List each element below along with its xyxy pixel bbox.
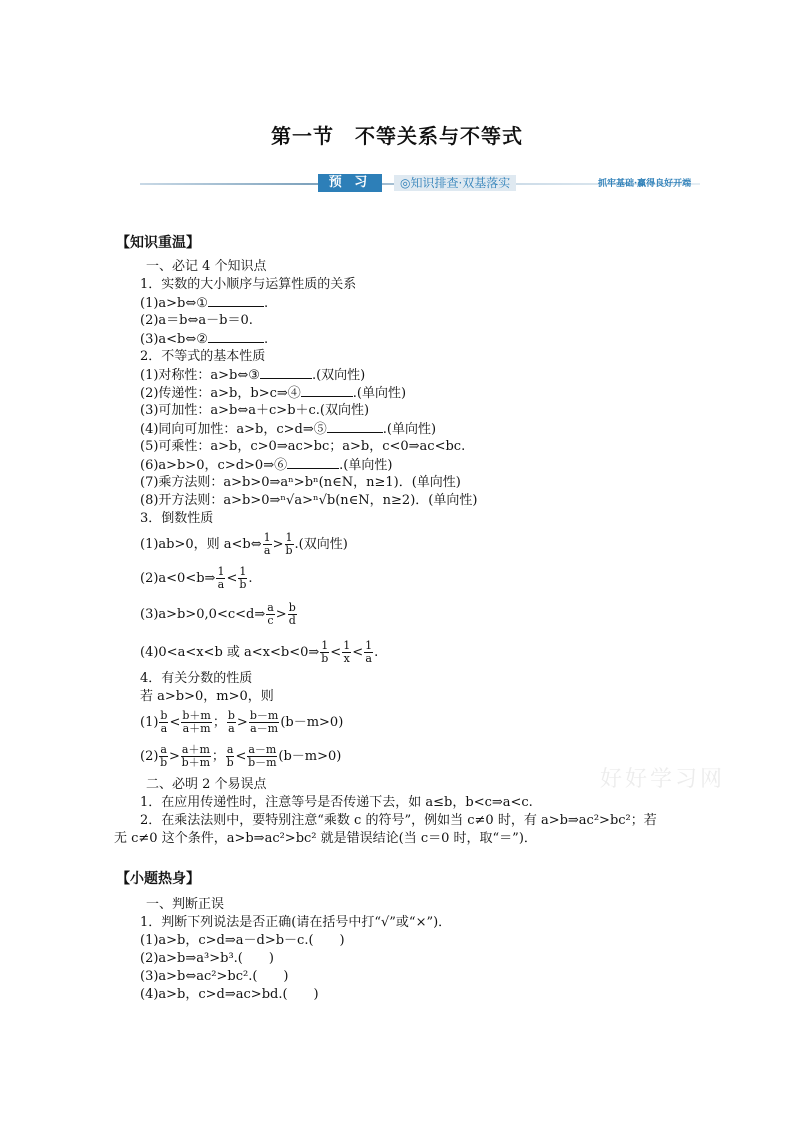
fill-blank	[287, 456, 339, 469]
fraction: $\frac{1}{a}$	[217, 565, 225, 591]
text-line: (3)a>b>0,0<c<d⇒ $\frac{a}{c}$ > $\frac{b}{d}$	[140, 601, 296, 627]
text-line: 无 c≠0 这个条件，a>b⇒ac²>bc² 就是错误结论(当 c＝0 时，取“＝”)．	[114, 831, 537, 846]
text-line: (4)同向可加性：a>b，c>d⇒⑤ .(单向性)	[140, 422, 437, 437]
question-item: (2)a>b⇒a³>b³.( )	[140, 951, 274, 966]
text-line: (2)传递性：a>b，b>c⇒④ .(单向性)	[140, 386, 407, 401]
text-line: 2．在乘法法则中，要特别注意“乘数 c 的符号”，例如当 c≠0 时，有 a>b⇒ac²>bc²；若	[140, 813, 657, 828]
text-line: (7)乘方法则：a>b>0⇒aⁿ>bⁿ(n∈N，n≥1)．(单向性)	[140, 475, 461, 490]
text-line: (8)开方法则：a>b>0⇒ⁿ√a>ⁿ√b(n∈N，n≥2)．(单向性)	[140, 493, 478, 508]
fraction: $\frac{1}{a}$	[365, 639, 373, 665]
fraction: $\frac{1}{b}$	[285, 531, 293, 557]
text-line: (2)a＝b⇔a－b＝0.	[140, 313, 253, 328]
text-line: 二、必明 2 个易误点	[146, 777, 267, 792]
watermark: 好好学习网	[600, 767, 726, 792]
fraction: $\frac{b}{d}$	[288, 601, 296, 627]
text-line: (2) $\frac{a}{b}$ > $\frac{a+m}{b+m}$ ； $\frac{a}{b}$ < $\frac{a-m}{b-m}$ (b－m>0)	[140, 743, 342, 769]
preview-banner	[140, 172, 700, 196]
text-line: (1) $\frac{b}{a}$ < $\frac{b+m}{a+m}$ ； $\frac{b}{a}$ > $\frac{b-m}{a-m}$ (b－m>0)	[140, 709, 344, 735]
fill-blank	[327, 420, 383, 433]
question-item: (1)a>b，c>d⇒a－d>b－c.( )	[140, 933, 345, 948]
text-line: (3)a<b⇔② .	[140, 332, 269, 347]
page-title: 第一节 不等关系与不等式	[271, 124, 523, 148]
fill-blank	[208, 330, 264, 343]
fraction: $\frac{1}{a}$	[263, 531, 271, 557]
text-line: (4)0<a<x<b 或 a<x<b<0⇒ $\frac{1}{b}$ < $\frac{1}{x}$ < $\frac{1}{a}$ .	[140, 639, 379, 665]
text-line: 1．在应用传递性时，注意等号是否传递下去，如 a≤b，b<c⇒a<c.	[140, 795, 533, 810]
text-line: 1．判断下列说法是否正确(请在括号中打“√”或“×”)．	[140, 915, 452, 930]
fraction: $\frac{b+m}{a+m}$	[182, 709, 211, 735]
section-heading-knowledge: 【知识重温】	[116, 235, 200, 251]
fraction: $\frac{a}{b}$	[226, 743, 234, 769]
text-line: 一、必记 4 个知识点	[146, 259, 267, 274]
fraction: $\frac{b}{a}$	[227, 709, 235, 735]
text-line: (6)a>b>0，c>d>0⇒⑥ .(单向性)	[140, 458, 393, 473]
text-line: (1)ab>0，则 a<b⇔ $\frac{1}{a}$ > $\frac{1}{b}$ .(双向性)	[140, 531, 348, 557]
text-line: 2．不等式的基本性质	[140, 349, 266, 364]
text-line: 一、判断正误	[146, 897, 225, 912]
fraction: $\frac{1}{b}$	[239, 565, 247, 591]
fraction: $\frac{b}{a}$	[160, 709, 168, 735]
text-line: (1)对称性：a>b⇔③ .(双向性)	[140, 368, 366, 383]
text-line: 3．倒数性质	[140, 511, 214, 526]
fraction: $\frac{a+m}{b+m}$	[181, 743, 211, 769]
fill-blank	[301, 384, 353, 397]
text-line: (1)a>b⇔① .	[140, 296, 269, 311]
text-line: (5)可乘性：a>b，c>0⇒ac>bc；a>b，c<0⇒ac<bc.	[140, 439, 466, 454]
fraction: $\frac{a-m}{b-m}$	[248, 743, 277, 769]
banner-slogan: 抓牢基础·赢得良好开端	[598, 179, 692, 189]
question-item: (4)a>b，c>d⇒ac>bd.( )	[140, 987, 319, 1002]
fraction: $\frac{1}{b}$	[321, 639, 329, 665]
question-item: (3)a>b⇔ac²>bc².( )	[140, 969, 289, 984]
fraction: $\frac{1}{x}$	[343, 639, 351, 665]
fill-blank	[260, 366, 312, 379]
fraction: $\frac{a}{c}$	[267, 601, 274, 627]
banner-subtitle: ◎知识排查·双基落实	[394, 175, 516, 191]
banner-pill: 预 习	[318, 174, 382, 192]
text-line: 1．实数的大小顺序与运算性质的关系	[140, 277, 357, 292]
text-line: (2)a<0<b⇒ $\frac{1}{a}$ < $\frac{1}{b}$ .	[140, 565, 253, 591]
text-line: 4．有关分数的性质	[140, 671, 253, 686]
section-heading-warmup: 【小题热身】	[116, 871, 200, 887]
fraction: $\frac{a}{b}$	[160, 743, 168, 769]
fraction: $\frac{b-m}{a-m}$	[249, 709, 279, 735]
fill-blank	[208, 294, 264, 307]
text-line: (3)可加性：a>b⇔a＋c>b＋c.(双向性)	[140, 403, 370, 418]
text-line: 若 a>b>0，m>0，则	[140, 689, 274, 704]
